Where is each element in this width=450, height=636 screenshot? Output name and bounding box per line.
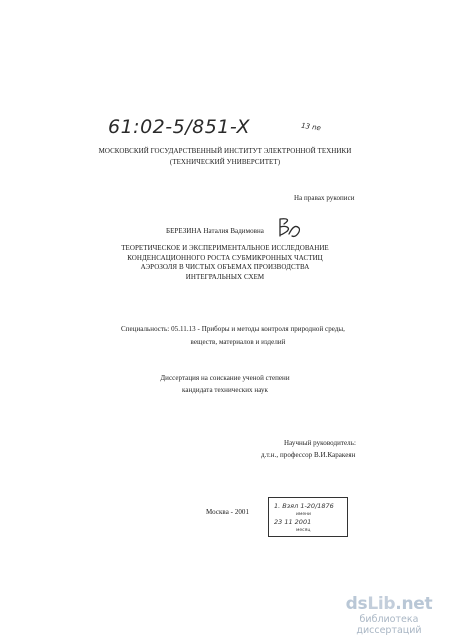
university-name: (ТЕХНИЧЕСКИЙ УНИВЕРСИТЕТ) [169,158,281,166]
institute-name: МОСКОВСКИЙ ГОСУДАРСТВЕННЫЙ ИНСТИТУТ ЭЛЕКТРОННОЙ ТЕХНИКИ [98,147,352,155]
watermark-logo: dsLib.net [345,594,433,614]
degree-line-1: Диссертация на соискание ученой степени [160,374,290,382]
city-year: Москва - 2001 [206,508,250,516]
supervisor-label: Научный руководитель: [284,439,356,447]
watermark-subtitle: библиотека диссертаций [356,614,422,636]
rights-note: На правах рукописи [294,194,355,202]
stamp-line-1: 1. Взял 1-20/1876 [274,502,334,510]
title-line: КОНДЕНСАЦИОННОГО РОСТА СУБМИКРОННЫХ ЧАСТИЦ [127,253,323,262]
supervisor-name: д.т.н., профессор В.И.Каракеян [261,451,356,459]
specialty-line-2: веществ, материалов и изделий [190,338,286,346]
handwritten-note: 13 ne [300,121,322,133]
specialty-line-1: Специальность: 05.11.13 - Приборы и методы контроля природной среды, [121,325,345,333]
title-line: ИНТЕГРАЛЬНЫХ СХЕМ [185,272,265,281]
title-line: АЭРОЗОЛЯ В ЧИСТЫХ ОБЪЕМАХ ПРОИЗВОДСТВА [140,263,310,271]
library-stamp [268,497,348,537]
handwritten-code: 61:02-5/851-X [108,116,251,138]
author-signature [274,216,304,240]
stamp-line-2: 23 11 2001 [274,518,312,526]
watermark [330,594,448,636]
stamp-line-1-sub: имени [296,512,311,517]
degree-line-2: кандидата технических наук [181,386,268,394]
stamp-line-2-sub: месяц [296,528,311,533]
dissertation-title [90,244,360,282]
title-line: ТЕОРЕТИЧЕСКОЕ И ЭКСПЕРИМЕНТАЛЬНОЕ ИССЛЕДОВАНИЕ [121,244,329,252]
author-name: БЕРЕЗИНА Наталия Вадимовна [166,227,264,235]
